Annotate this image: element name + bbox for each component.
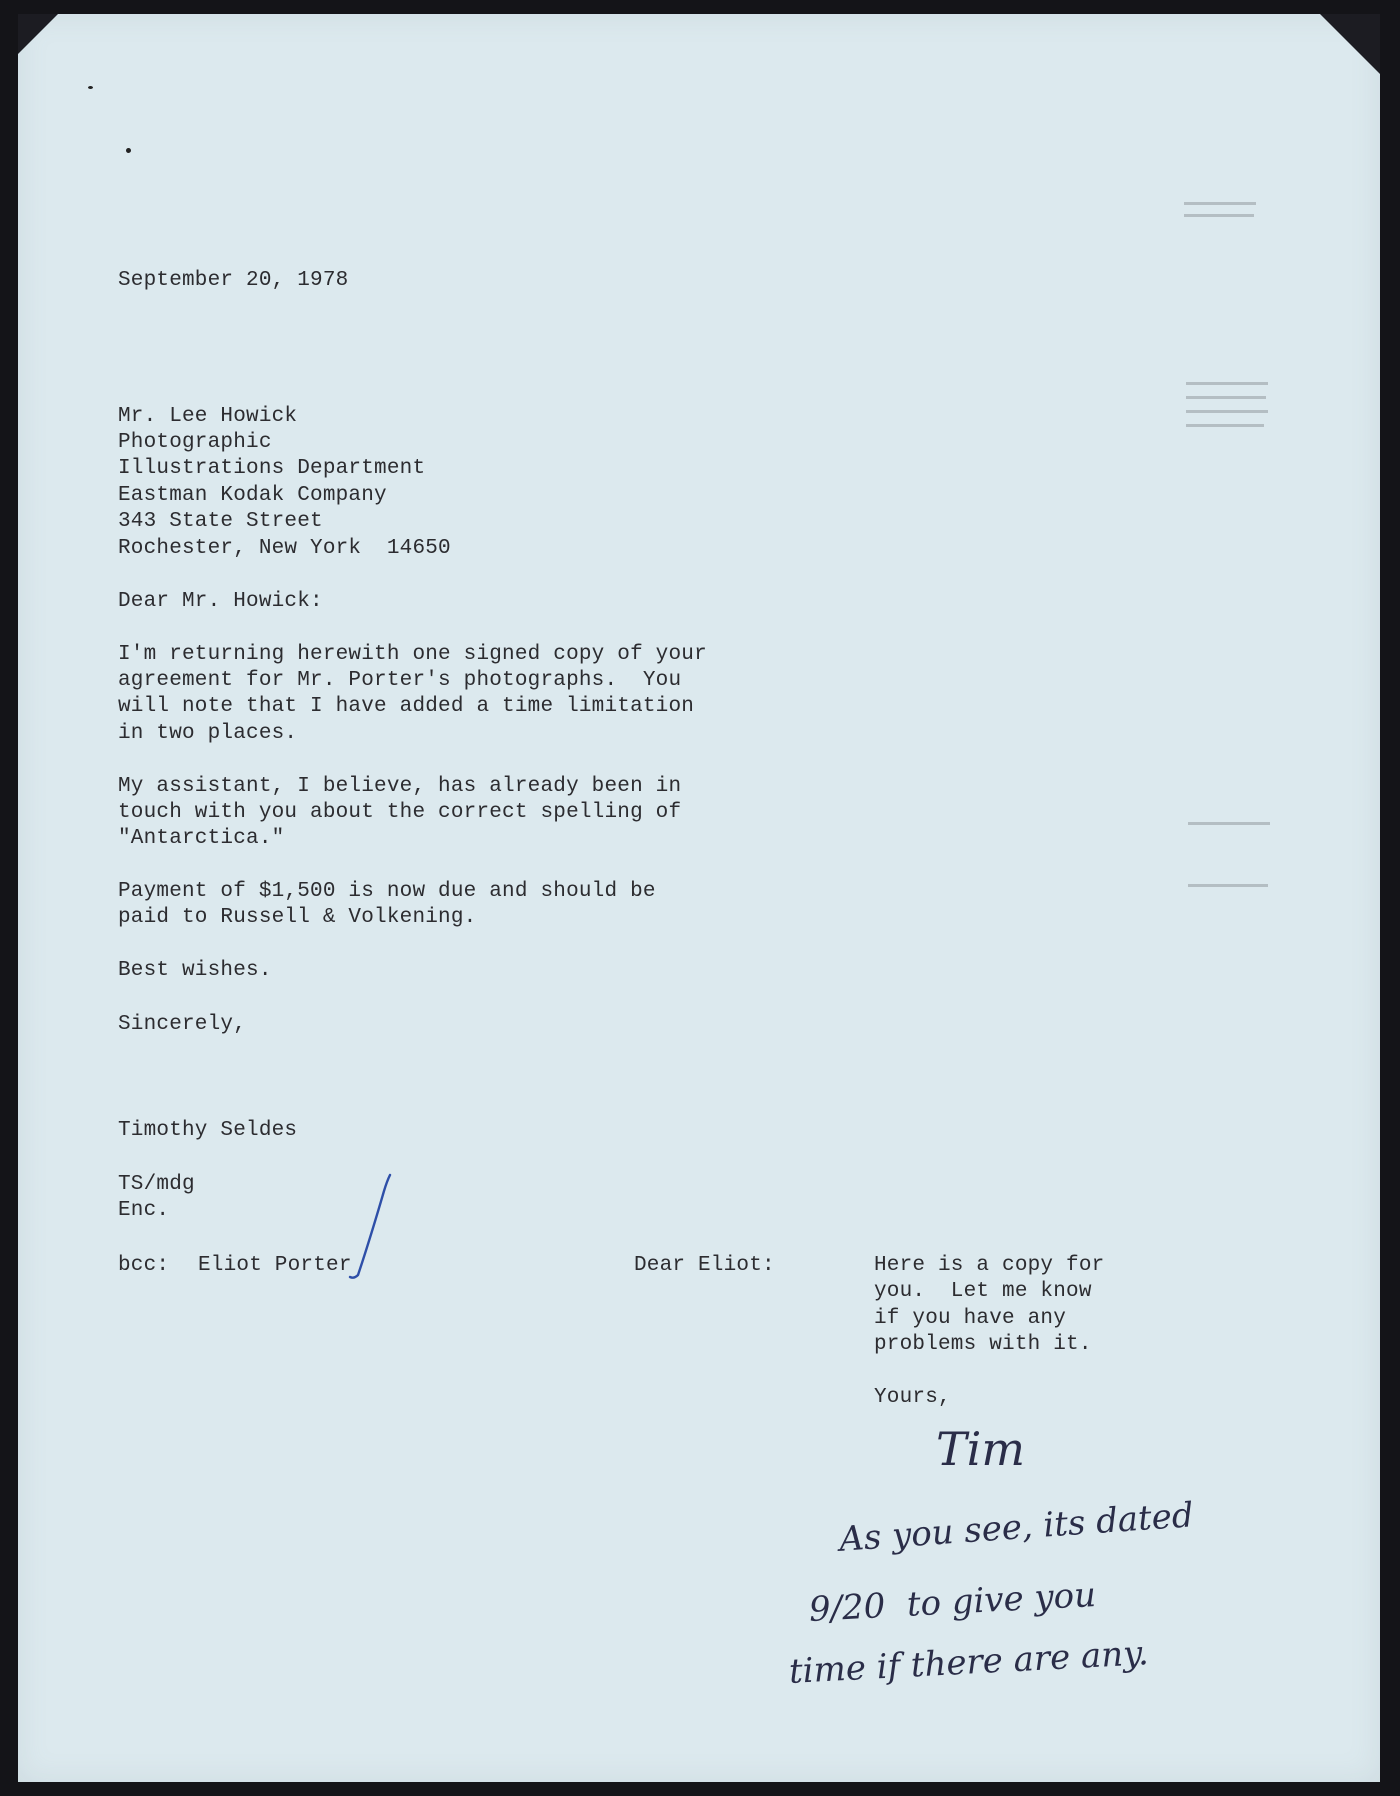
body-line: agreement for Mr. Porter's photographs. You — [118, 669, 682, 692]
note-line: you. Let me know — [874, 1280, 1092, 1303]
letter-page — [18, 14, 1380, 1782]
address-line: Mr. Lee Howick — [118, 405, 298, 428]
note-line: if you have any — [874, 1307, 1067, 1330]
margin-mark — [1188, 884, 1268, 887]
torn-corner — [18, 14, 58, 54]
body-line: I'm returning herewith one signed copy of your — [118, 643, 707, 666]
handwritten-signature: Tim — [936, 1422, 1026, 1476]
note-closing: Yours, — [874, 1386, 951, 1409]
body-line: paid to Russell & Volkening. — [118, 906, 477, 929]
margin-mark — [1184, 214, 1254, 217]
margin-mark — [1186, 410, 1268, 413]
body-line: My assistant, I believe, has already been in — [118, 775, 682, 798]
address-line: 343 State Street — [118, 510, 323, 533]
letter-date: September 20, 1978 — [118, 269, 349, 292]
body-line: touch with you about the correct spelling of — [118, 801, 682, 824]
bcc-name: Eliot Porter — [198, 1254, 352, 1277]
body-line: will note that I have added a time limitation — [118, 695, 695, 718]
handwritten-line: time if there are any. — [788, 1633, 1150, 1692]
address-line: Eastman Kodak Company — [118, 484, 387, 507]
handwritten-line: 9/20 to give you — [808, 1574, 1097, 1630]
body-line: Payment of $1,500 is now due and should be — [118, 880, 656, 903]
closing-wish: Best wishes. — [118, 959, 272, 982]
margin-mark — [1186, 382, 1268, 385]
margin-mark — [1188, 822, 1270, 825]
margin-mark — [1186, 396, 1266, 399]
note-line: Here is a copy for — [874, 1254, 1105, 1277]
signer-name: Timothy Seldes — [118, 1119, 298, 1142]
margin-mark — [1184, 202, 1256, 205]
address-line: Rochester, New York 14650 — [118, 537, 451, 560]
note-line: problems with it. — [874, 1333, 1092, 1356]
folded-corner — [1320, 14, 1380, 74]
address-line: Photographic — [118, 431, 272, 454]
bcc-label: bcc: — [118, 1254, 170, 1277]
handwritten-line: As you see, its dated — [838, 1495, 1195, 1560]
note-salutation: Dear Eliot: — [634, 1254, 775, 1277]
salutation: Dear Mr. Howick: — [118, 590, 323, 613]
paper-speck — [126, 148, 131, 153]
body-line: "Antarctica." — [118, 827, 285, 850]
paper-speck — [88, 86, 93, 89]
enclosure-note: Enc. — [118, 1199, 170, 1222]
margin-mark — [1186, 424, 1264, 427]
check-mark-icon — [348, 1169, 398, 1289]
closing: Sincerely, — [118, 1013, 247, 1036]
reference-initials: TS/mdg — [118, 1173, 195, 1196]
address-line: Illustrations Department — [118, 457, 426, 480]
body-line: in two places. — [118, 722, 298, 745]
